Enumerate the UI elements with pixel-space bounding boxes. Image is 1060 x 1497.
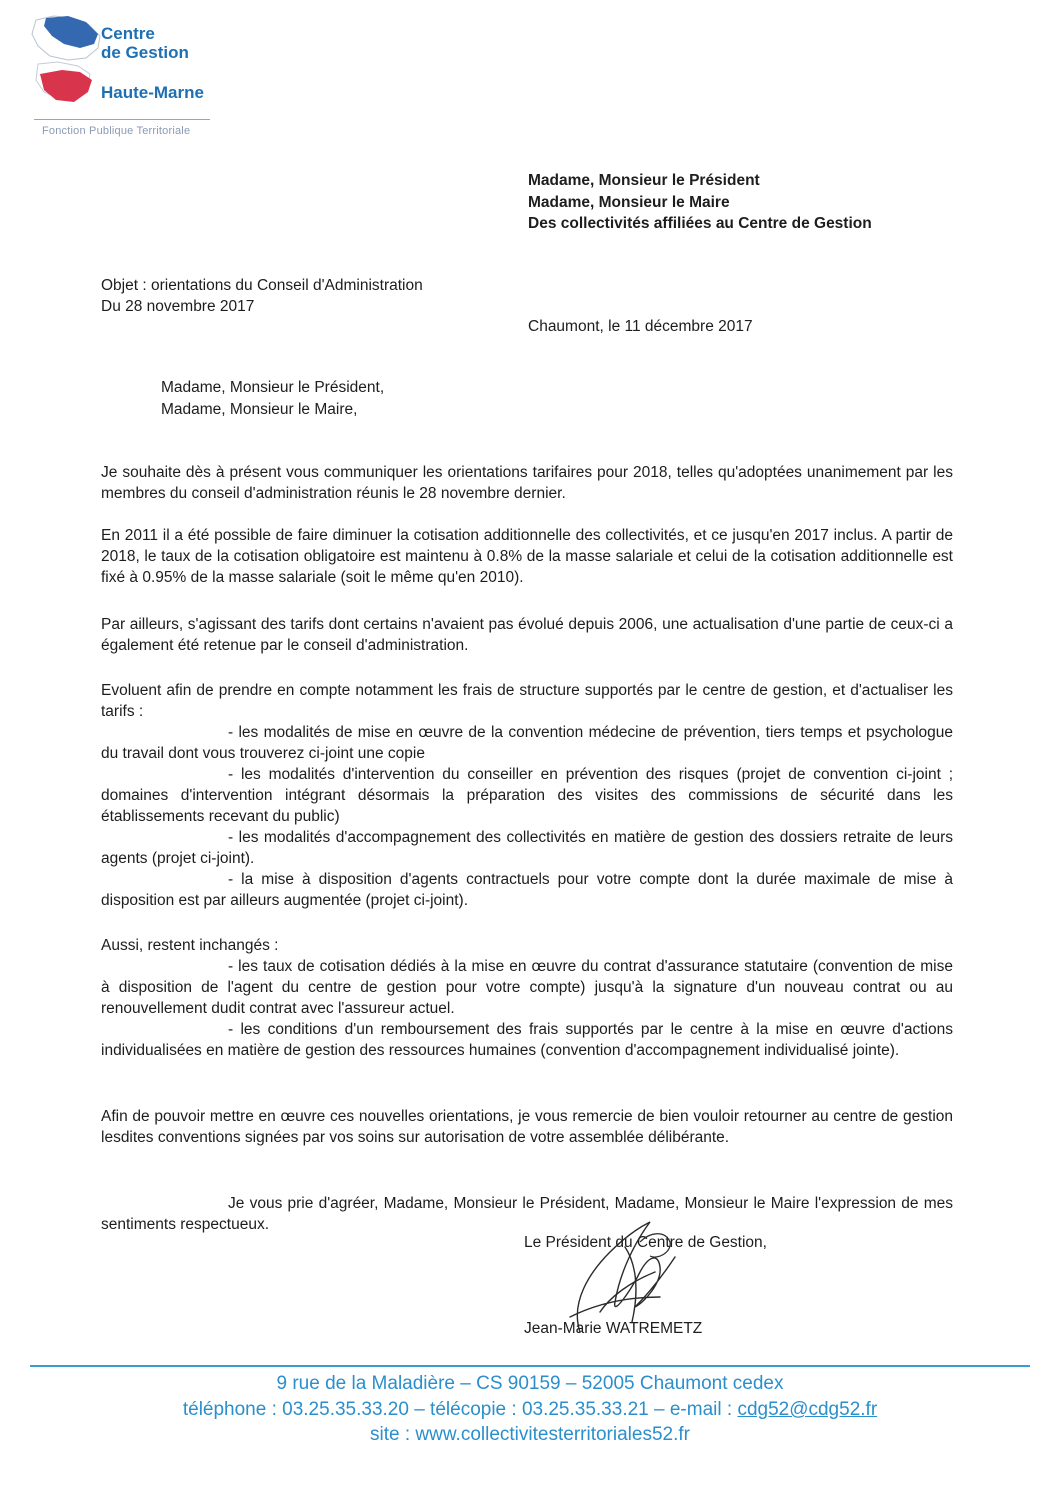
list-intro: Aussi, restent inchangés : bbox=[101, 937, 279, 954]
signatory-name: Jean-Marie WATREMETZ bbox=[524, 1320, 703, 1337]
logo bbox=[28, 14, 248, 140]
list-item: - les modalités d'accompagnement des collectivités en matière de gestion des dossiers retraite de leurs agents (projet ci-joint). bbox=[101, 829, 953, 867]
logo-subtitle: Fonction Publique Territoriale bbox=[42, 125, 191, 137]
list-evoluent bbox=[101, 680, 953, 911]
footer-website[interactable]: site : www.collectivitesterritoriales52.fr bbox=[370, 1424, 690, 1445]
recipient-line: Des collectivités affiliées au Centre de Gestion bbox=[528, 215, 872, 232]
list-item: - les conditions d'un remboursement des frais supportés par le centre à la mise en œuvre d'actions individualisées en matière de gestion des ressources humaines (convention d'accompagnement individualisé jointe). bbox=[101, 1021, 953, 1059]
paragraph: Je souhaite dès à présent vous communiquer les orientations tarifaires pour 2018, telles qu'adoptées unanimement par les membres du conseil d'administration réunis le 28 novembre dernier. bbox=[101, 464, 953, 502]
paragraph-tarifs bbox=[101, 614, 953, 656]
paragraph: Je vous prie d'agréer, Madame, Monsieur le Président, Madame, Monsieur le Maire l'expression de mes sentiments respectueux. bbox=[101, 1195, 953, 1233]
logo-line-centre: Centre bbox=[101, 24, 155, 43]
footer-contact bbox=[0, 1399, 1060, 1421]
salutation-line: Madame, Monsieur le Maire, bbox=[161, 401, 358, 418]
recipient-line: Madame, Monsieur le Président bbox=[528, 172, 760, 189]
logo-line-gestion: de Gestion bbox=[101, 43, 189, 62]
paragraph-cotisation bbox=[101, 525, 953, 588]
footer-email-link[interactable]: cdg52@cdg52.fr bbox=[737, 1399, 878, 1420]
recipient-line: Madame, Monsieur le Maire bbox=[528, 193, 730, 211]
list-item: - les modalités d'intervention du conseiller en prévention des risques (projet de convention ci-joint ; domaines d'intervention intégrant désormais la préparation des visites des commissions de sécurité dans les établissements recevant du public) bbox=[101, 766, 953, 825]
list-item: - les modalités de mise en œuvre de la convention médecine de prévention, tiers temps et psychologue du travail dont vous trouverez ci-joint une copie bbox=[101, 724, 953, 762]
paragraph-closing bbox=[101, 1193, 953, 1235]
paragraph: Par ailleurs, s'agissant des tarifs dont certains n'avaient pas évolué depuis 2006, une actualisation d'une partie de ceux-ci a également été retenue par le conseil d'administration. bbox=[101, 616, 953, 654]
list-intro: Evoluent afin de prendre en compte notamment les frais de structure supportés par le centre de gestion, et d'actualiser les tarifs : bbox=[101, 682, 953, 720]
logo-line-haute-marne: Haute-Marne bbox=[101, 83, 204, 102]
logo-divider bbox=[34, 119, 210, 120]
subject-block bbox=[101, 275, 423, 317]
list-item: - la mise à disposition d'agents contractuels pour votre compte dont la durée maximale de mise à disposition est par ailleurs augmentée (projet ci-joint). bbox=[101, 871, 953, 909]
paragraph: Afin de pouvoir mettre en œuvre ces nouvelles orientations, je vous remercie de bien vouloir retourner au centre de gestion lesdites conventions signées par vos soins sur autorisation de votre assemblée délibérante. bbox=[101, 1108, 953, 1146]
signatory-title: Le Président du Centre de Gestion, bbox=[524, 1234, 767, 1251]
list-inchanges bbox=[101, 935, 953, 1061]
paragraph-intro bbox=[101, 462, 953, 504]
footer-divider bbox=[30, 1365, 1030, 1367]
list-item: - les taux de cotisation dédiés à la mise en œuvre du contrat d'assurance statutaire (convention de mise à disposition de l'agent du centre de gestion pour votre compte) jusqu'à la signature d'un nouveau contrat ou au renouvellement dudit contrat avec l'assureur actuel. bbox=[101, 958, 953, 1017]
footer-phone: téléphone : 03.25.35.33.20 – télécopie : 03.25.35.33.21 – e-mail : bbox=[182, 1399, 738, 1420]
paragraph: En 2011 il a été possible de faire diminuer la cotisation additionnelle des collectivités, et ce jusqu'en 2017 inclus. A partir de 2018, le taux de la cotisation obligatoire est maintenu à 0.8% de la masse salariale et celui de la cotisation additionnelle est fixé à 0.95% de la masse salariale (soit le même qu'en 2010). bbox=[101, 527, 953, 586]
subject-line: Objet : orientations du Conseil d'Administration bbox=[101, 277, 423, 294]
salutation-line: Madame, Monsieur le Président, bbox=[161, 379, 385, 396]
paragraph-retour bbox=[101, 1106, 953, 1148]
footer-address: 9 rue de la Maladière – CS 90159 – 52005 Chaumont cedex bbox=[276, 1373, 784, 1394]
recipient-block bbox=[528, 170, 872, 235]
letter-date: Chaumont, le 11 décembre 2017 bbox=[528, 318, 753, 335]
salutation bbox=[161, 377, 384, 421]
subject-date: Du 28 novembre 2017 bbox=[101, 298, 255, 315]
